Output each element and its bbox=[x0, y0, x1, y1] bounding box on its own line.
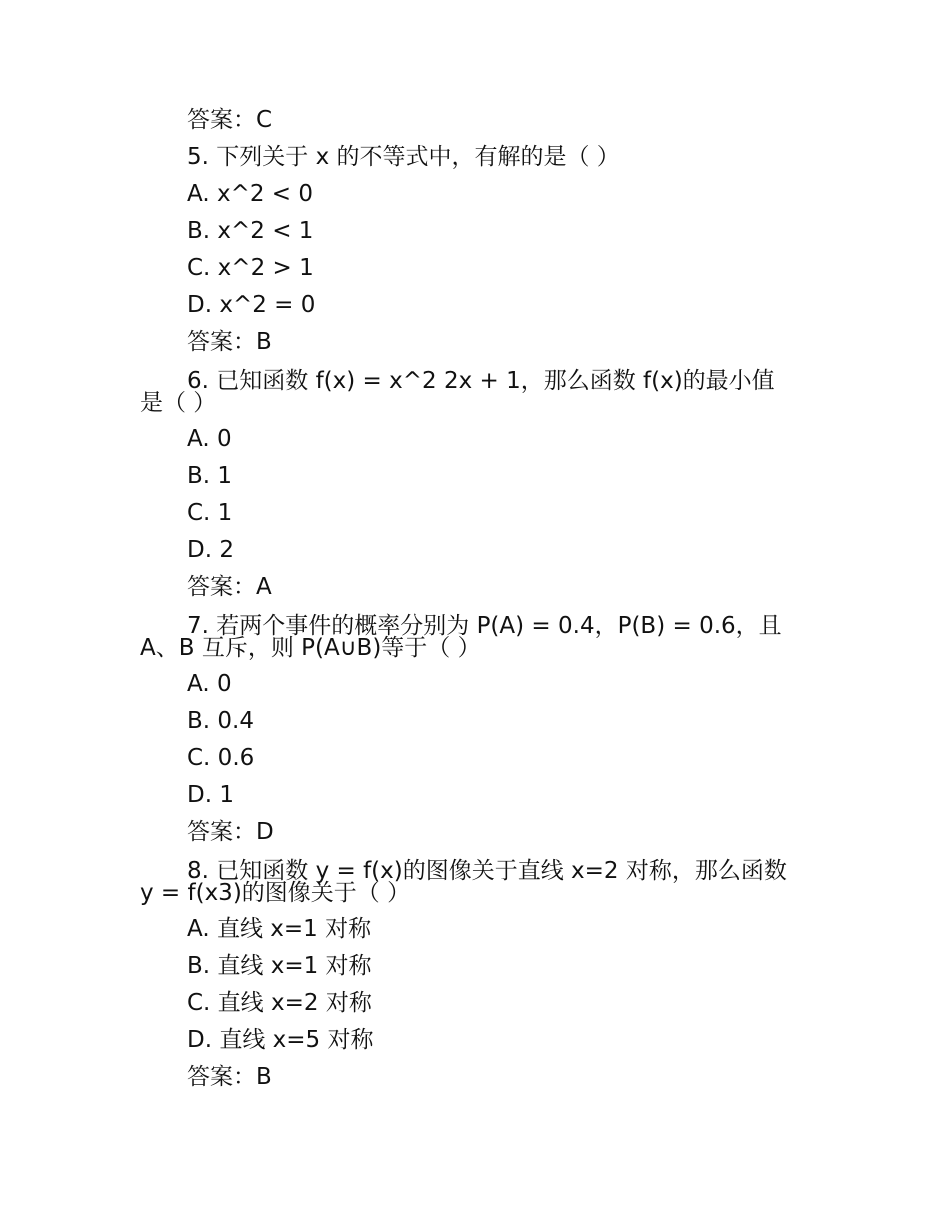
question-8-answer: 答案：B bbox=[187, 1064, 272, 1090]
question-8-option-c: C. 直线 x=2 对称 bbox=[187, 990, 372, 1016]
question-6-answer: 答案：A bbox=[187, 574, 272, 600]
question-7-option-c: C. 0.6 bbox=[187, 745, 255, 771]
question-7-option-b: B. 0.4 bbox=[187, 708, 254, 734]
question-5-option-c: C. x^2 > 1 bbox=[187, 255, 314, 281]
question-6-stem: 6. 已知函数 f(x) = x^2 2x + 1，那么函数 f(x)的最小值 bbox=[187, 368, 775, 394]
question-7-stem: 7. 若两个事件的概率分别为 P(A) = 0.4，P(B) = 0.6，且 bbox=[187, 613, 782, 639]
question-5-option-d: D. x^2 = 0 bbox=[187, 292, 316, 318]
question-8-stem: 8. 已知函数 y = f(x)的图像关于直线 x=2 对称，那么函数 bbox=[187, 858, 787, 884]
question-8-option-d: D. 直线 x=5 对称 bbox=[187, 1027, 374, 1053]
question-5-option-a: A. x^2 < 0 bbox=[187, 181, 313, 207]
question-6-option-b: B. 1 bbox=[187, 463, 233, 489]
question-6-option-d: D. 2 bbox=[187, 537, 234, 563]
question-6-stem-continued: 是（ ） bbox=[140, 390, 217, 416]
question-8-option-a: A. 直线 x=1 对称 bbox=[187, 916, 372, 942]
question-8-stem-continued: y = f(x3)的图像关于（ ） bbox=[140, 880, 411, 906]
question-7-option-d: D. 1 bbox=[187, 782, 234, 808]
question-5-option-b: B. x^2 < 1 bbox=[187, 218, 314, 244]
question-6-option-a: A. 0 bbox=[187, 426, 232, 452]
question-5-answer: 答案：B bbox=[187, 329, 272, 355]
question-6-option-c: C. 1 bbox=[187, 500, 233, 526]
question-7-stem-continued: A、B 互斥，则 P(A∪B)等于（ ） bbox=[140, 635, 481, 661]
question-7-answer: 答案：D bbox=[187, 819, 274, 845]
question-5-stem: 5. 下列关于 x 的不等式中，有解的是（ ） bbox=[187, 144, 620, 170]
question-7-option-a: A. 0 bbox=[187, 671, 232, 697]
answer-line-q4: 答案：C bbox=[187, 107, 273, 133]
question-8-option-b: B. 直线 x=1 对称 bbox=[187, 953, 372, 979]
